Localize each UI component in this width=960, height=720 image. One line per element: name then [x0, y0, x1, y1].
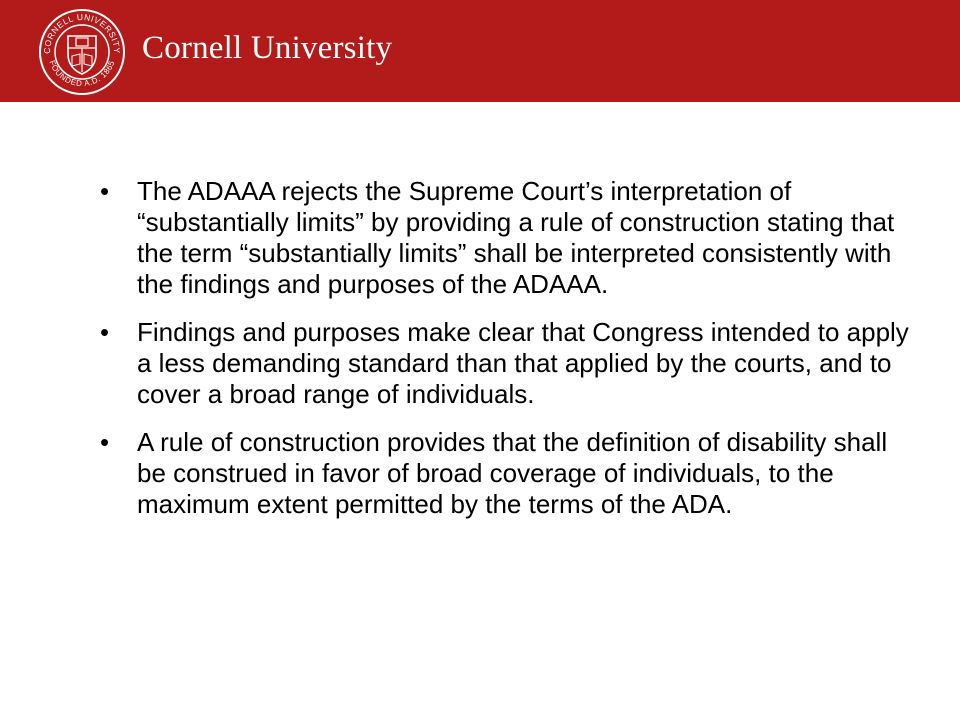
slide-content: [100, 176, 920, 537]
bullet-text: Findings and purposes make clear that Congress intended to apply a less demanding standard than that applied by the courts, and to cover a broad range of individuals.: [137, 317, 909, 409]
bullet-text: The ADAAA rejects the Supreme Court’s interpretation of “substantially limits” by providing a rule of construction stating that the term “substantially limits” shall be interpreted consistently with the findings and purposes of the ADAAA.: [137, 176, 895, 299]
bullet-list: [100, 176, 920, 520]
bullet-dot-icon: •: [100, 317, 110, 347]
header-bar: [0, 0, 960, 102]
university-wordmark: Cornell University: [142, 30, 393, 66]
svg-text:CORNELL UNIVERSITY: CORNELL UNIVERSITY: [41, 11, 123, 55]
bullet-item: [100, 317, 920, 410]
bullet-item: [100, 427, 920, 520]
cornell-seal-icon: [38, 8, 126, 96]
bullet-item: [100, 176, 920, 300]
bullet-text: A rule of construction provides that the definition of disability shall be construed in favor of broad coverage of individuals, to the maximum extent permitted by the terms of the ADA.: [137, 427, 888, 519]
bullet-dot-icon: •: [100, 176, 110, 206]
svg-text:FOUNDED A.D. 1865: FOUNDED A.D. 1865: [47, 59, 117, 89]
bullet-dot-icon: •: [100, 427, 110, 457]
